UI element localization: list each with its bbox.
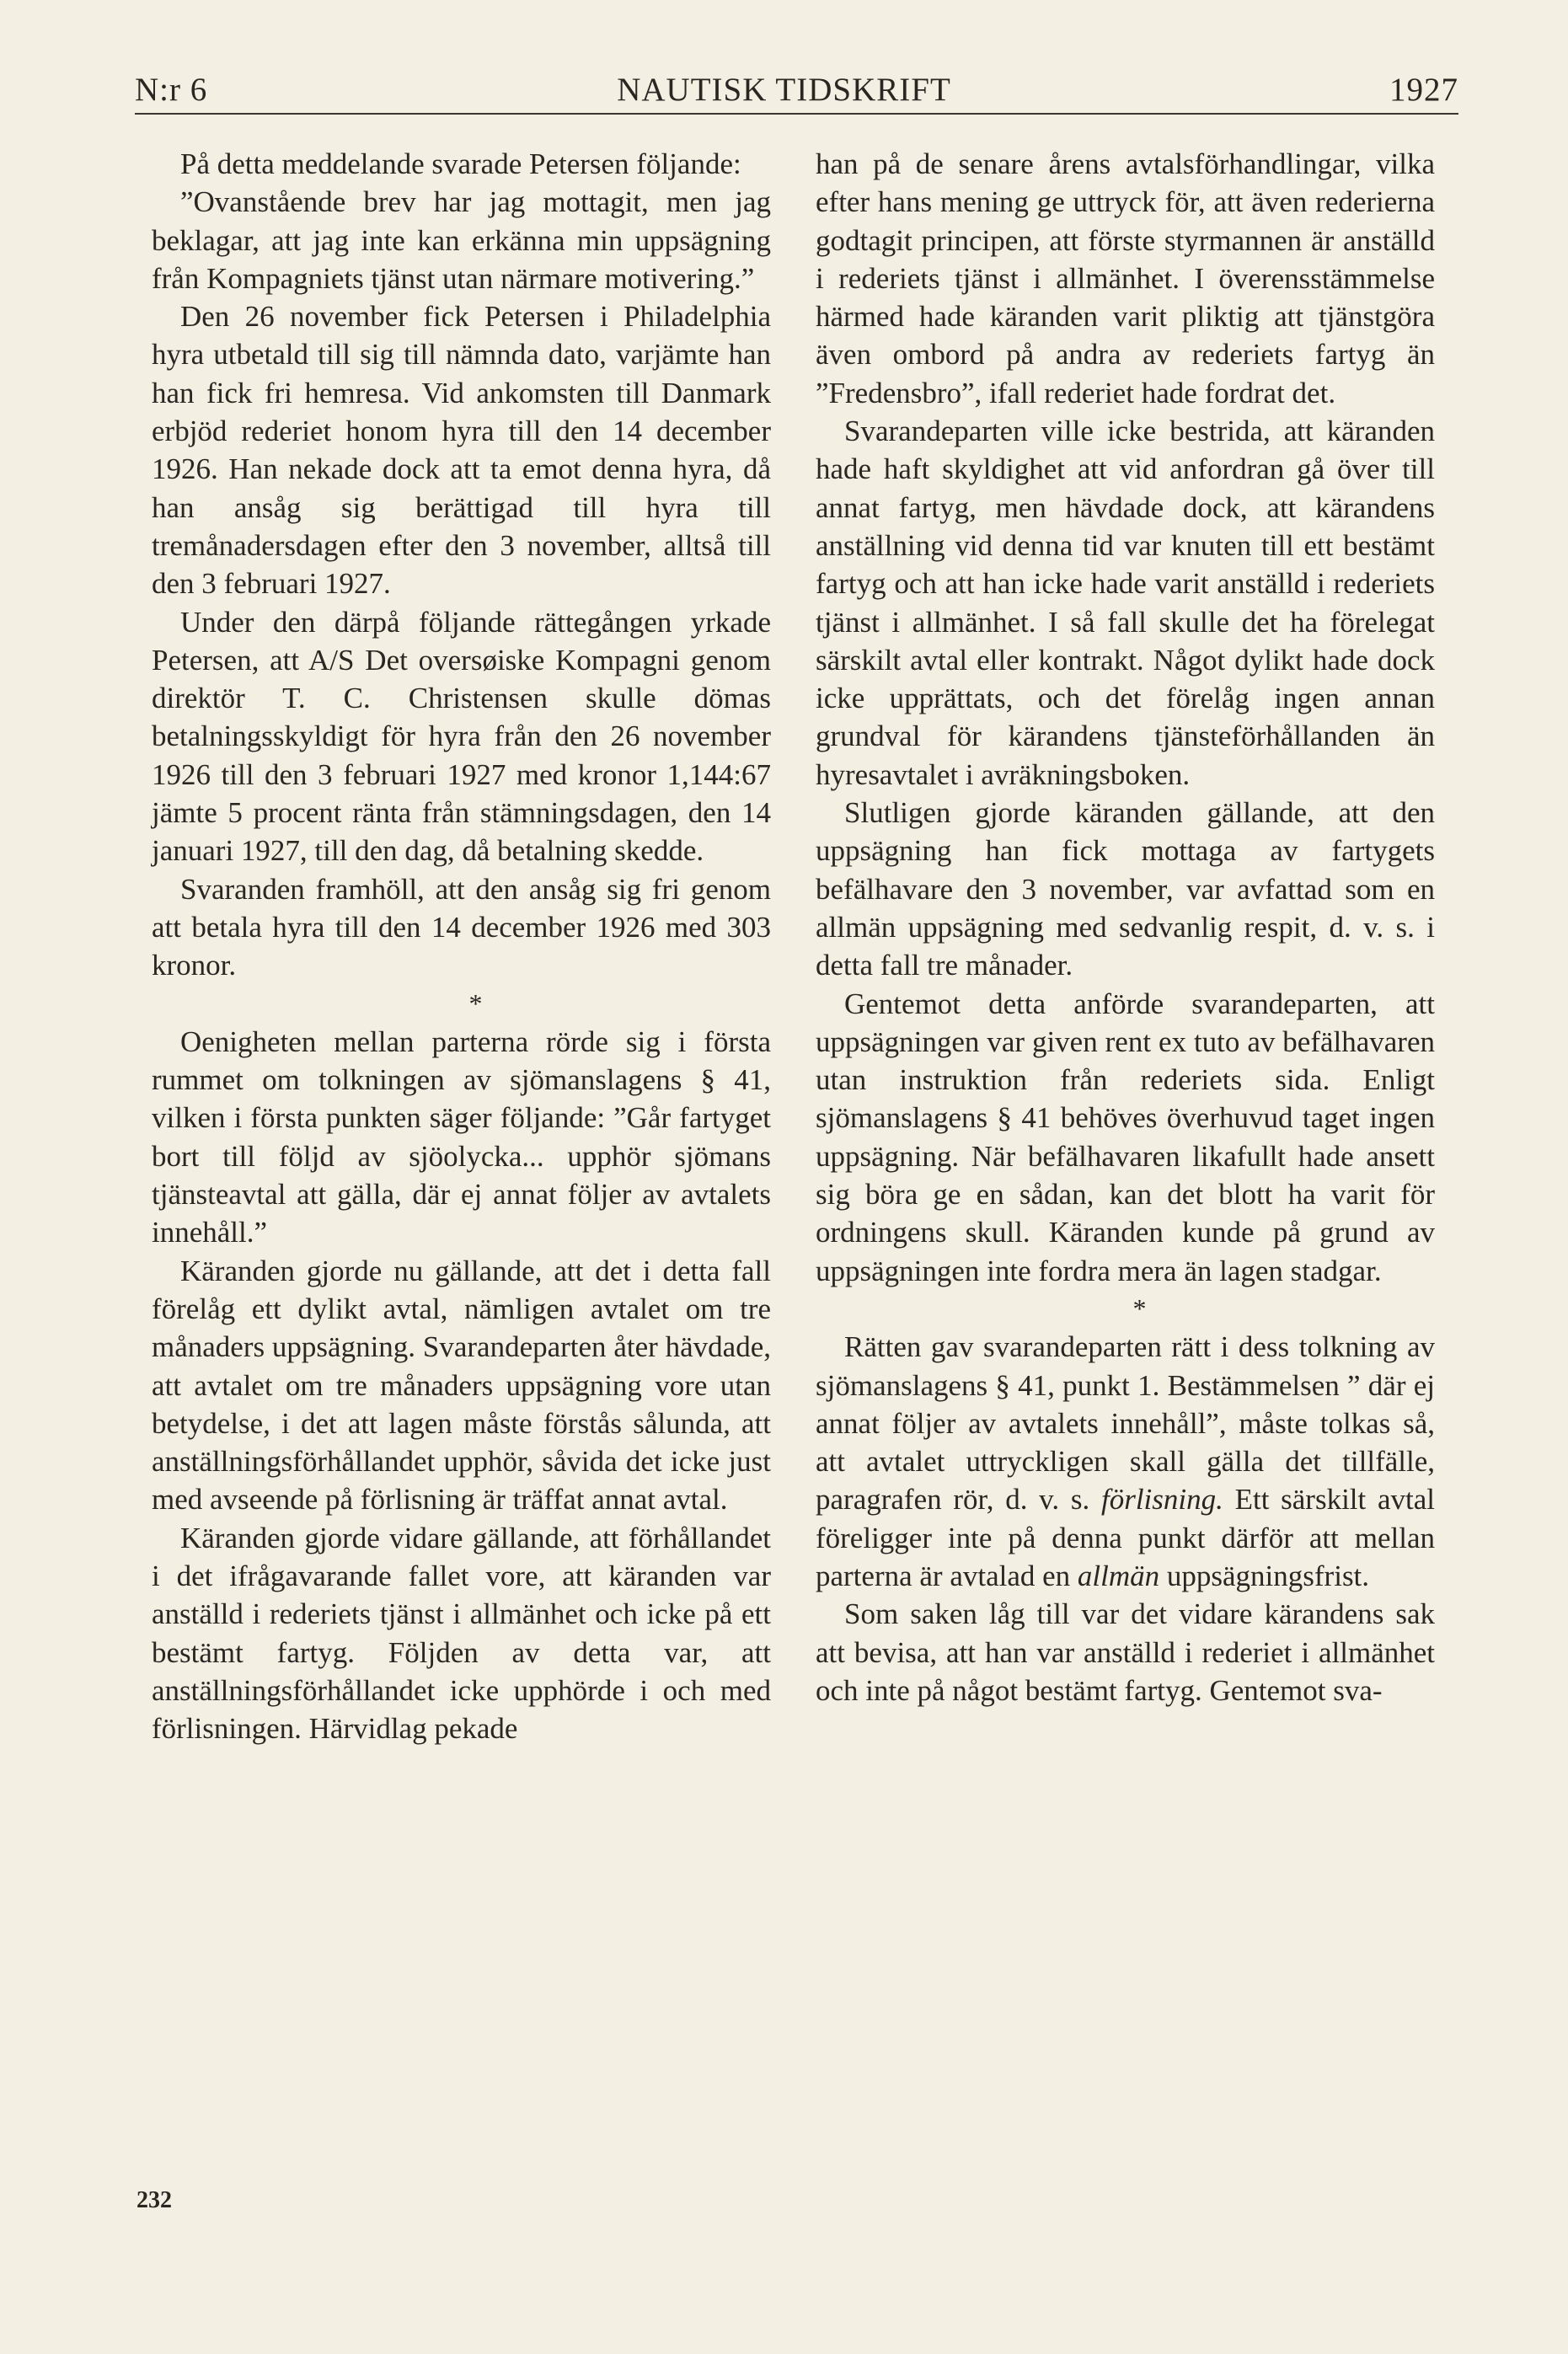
- paragraph: ”Ovanstående brev har jag mottagit, men jag beklagar, att jag inte kan erkänna min uppsägning från Kompagniets tjänst utan närmare motivering.”: [152, 185, 771, 295]
- paragraph: Käranden gjorde vidare gällande, att förhållandet i det ifrågavarande fallet vore, att käranden var anställd i rederiets tjänst i allmänhet och icke på ett bestämt fartyg. Följden av detta var, att anställningsförhållandet icke upphörde i och med förlisningen. Härvidlag pekade: [152, 1521, 771, 1746]
- italic-text: förlisning.: [1100, 1483, 1223, 1517]
- header-rule: [135, 113, 1458, 115]
- paragraph: Den 26 november fick Petersen i Philadelphia hyra utbetald till sig till nämnda dato, varjämte han han fick fri hemresa. Vid ankomsten till Danmark erbjöd rederiet honom hyra till den 14 december 1926. Han nekade dock att ta emot denna hyra, då han ansåg sig berättigad till hyra till tremånadersdagen efter den 3 november, alltså till den 3 februari 1927.: [152, 300, 771, 601]
- paragraph: Slutligen gjorde käranden gällande, att den uppsägning han fick mottaga av fartygets befälhavare den 3 november, var avfattad som en allmän uppsägning med sedvanlig respit, d. v. s. i detta fall tre månader.: [816, 796, 1435, 982]
- paragraph: På detta meddelande svarade Petersen följande:: [180, 147, 741, 180]
- paragraph: Oenigheten mellan parterna rörde sig i första rummet om tolkningen av sjömanslagens § 41, vilken i första punkten säger följande: ”Går fartyget bort till följd av sjöolycka... upphör sjömans tjänsteavtal att gälla, där ej annat följer av avtalets innehåll.”: [152, 1025, 771, 1249]
- page-number: 232: [136, 2187, 172, 2213]
- right-column: [816, 145, 1435, 1709]
- journal-title: NAUTISK TIDSKRIFT: [617, 72, 951, 108]
- text-run: uppsägningsfrist.: [1159, 1559, 1370, 1592]
- issue-number: N:r 6: [135, 72, 208, 108]
- italic-text: allmän: [1077, 1559, 1160, 1592]
- text-run: Rätten gav svarandeparten rätt i dess tolkning av sjömanslagens § 41, punkt 1. Bestämmelsen ” där ej annat följer av avtalets innehåll”, måste tolkas så, att avtalet uttryckligen skall gälla det tillfälle, paragrafen rör, d. v. s.: [816, 1330, 1435, 1517]
- paragraph: Svarandeparten ville icke bestrida, att käranden hade haft skyldighet att vid anfordran gå över till annat fartyg, men hävdade dock, att kärandens anställning vid denna tid var knuten till ett bestämt fartyg och att han icke hade varit anställd i rederiets tjänst i allmänhet. I så fall skulle det ha förelegat särskilt avtal eller kontrakt. Något dylikt hade dock icke upprättats, och det förelåg ingen annan grundval för kärandens tjänsteförhållanden än hyresavtalet i avräkningsboken.: [816, 415, 1435, 791]
- paragraph: Som saken låg till var det vidare kärandens sak att bevisa, att han var anställd i rederiet i allmänhet och inte på något bestämt fartyg. Gentemot sva-: [816, 1597, 1435, 1707]
- section-separator: *: [1132, 1292, 1147, 1324]
- paragraph: Gentemot detta anförde svarandeparten, att uppsägningen var given rent ex tuto av befälhavaren utan instruktion från rederiets sida. Enligt sjömanslagens § 41 behöves överhuvud taget ingen uppsägning. När befälhavaren likafullt hade ansett sig böra ge en sådan, kan det blott ha varit för ordningens skull. Käranden kunde på grund av uppsägningen inte fordra mera än lagen stadgar.: [816, 987, 1435, 1287]
- section-separator: *: [468, 987, 483, 1019]
- paragraph: Käranden gjorde nu gällande, att det i detta fall förelåg ett dylikt avtal, nämligen avtalet om tre månaders uppsägning. Svarandeparten åter hävdade, att avtalet om tre månaders uppsägning vore utan betydelse, i det att lagen måste förstås sålunda, att anställningsförhållandet upphör, såvida det icke just med avseende på förlisning är träffat annat avtal.: [152, 1254, 771, 1517]
- paragraph: han på de senare årens avtalsförhandlingar, vilka efter hans mening ge uttryck för, att även rederierna godtagit principen, att förste styrmannen är anställd i rederiets tjänst i allmänhet. I överensstämmelse härmed hade käranden varit pliktig att tjänstgöra även ombord på andra av rederiets fartyg än ”Fredensbro”, ifall rederiet hade fordrat det.: [816, 147, 1435, 409]
- year: 1927: [1389, 72, 1458, 108]
- left-column: [152, 145, 771, 1747]
- paragraph: [816, 1328, 1435, 1595]
- paragraph: Under den därpå följande rättegången yrkade Petersen, att A/S Det oversøiske Kompagni genom direktör T. C. Christensen skulle dömas betalningsskyldigt för hyra från den 26 november 1926 till den 3 februari 1927 med kronor 1,144:67 jämte 5 procent ränta från stämningsdagen, den 14 januari 1927, till den dag, då betalning skedde.: [152, 605, 771, 868]
- paragraph: Svaranden framhöll, att den ansåg sig fri genom att betala hyra till den 14 december 1926 med 303 kronor.: [152, 872, 771, 982]
- text-run: Ett särskilt avtal föreligger inte på denna punkt därför att mellan parterna är avtalad en: [816, 1483, 1435, 1592]
